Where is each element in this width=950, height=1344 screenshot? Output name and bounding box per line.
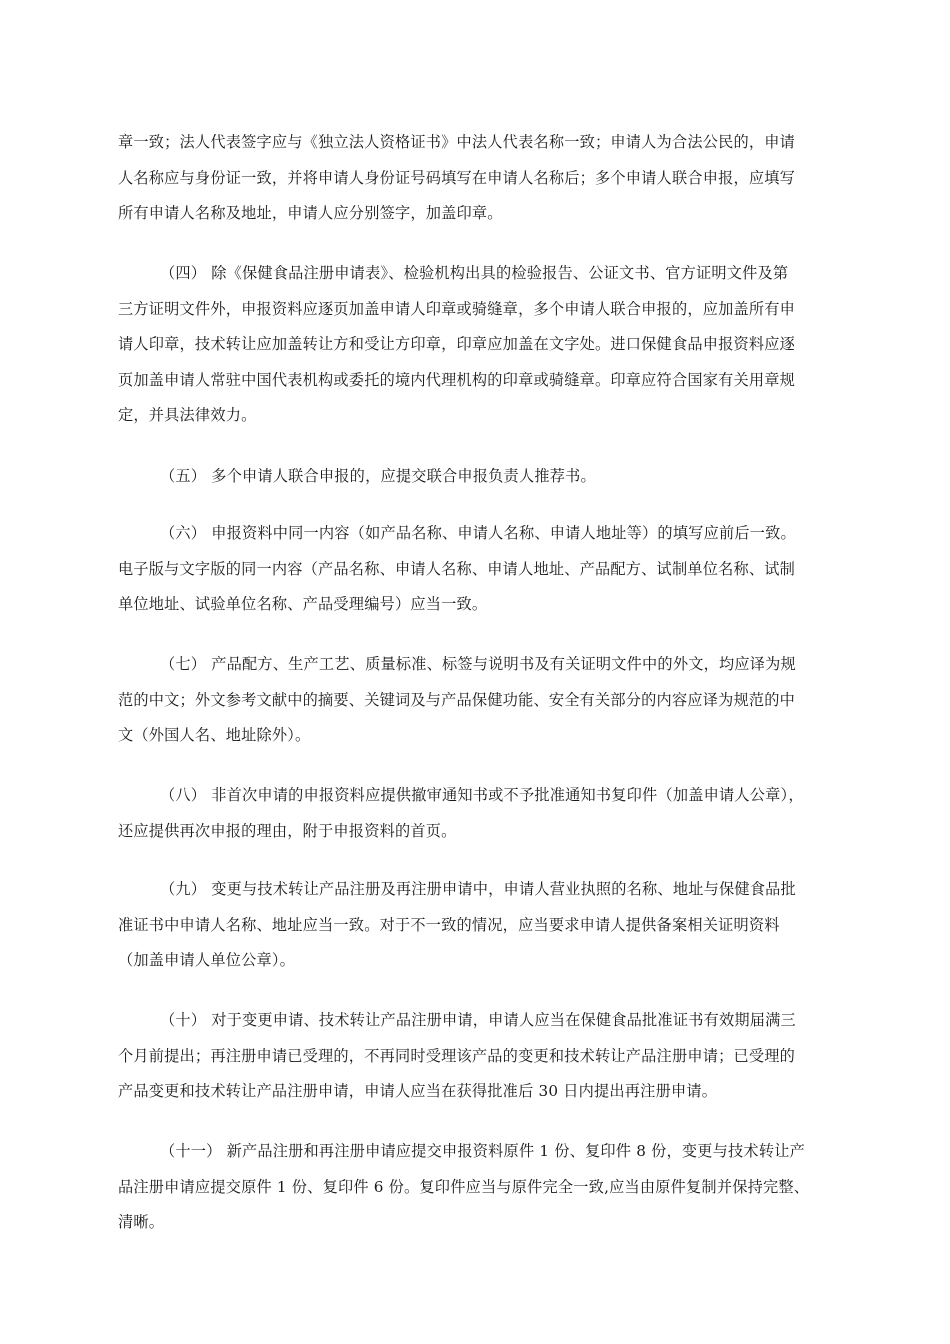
text-line: （七） 产品配方、生产工艺、质量标准、标签与说明书及有关证明文件中的外文，均应译为规 <box>160 655 796 673</box>
text-line: （十一） 新产品注册和再注册申请应提交申报资料原件 1 份、复印件 8 份，变更与技术转让产 <box>160 1142 805 1160</box>
text-line: 品注册申请应提交原件 1 份、复印件 6 份。复印件应当与原件完全一致,应当由原件复制并保持完整、 <box>118 1177 810 1196</box>
text-line: 页加盖申请人常驻中国代表机构或委托的境内代理机构的印章或骑缝章。印章应符合国家有关用章规 <box>118 370 796 389</box>
text-line: 定，并具法律效力。 <box>118 406 257 424</box>
paragraph-item-8 <box>118 778 860 849</box>
text-line: （四） 除《保健食品注册申请表》、检验机构出具的检验报告、公证文书、官方证明文件及第 <box>160 264 789 282</box>
text-line: 产品变更和技术转让产品注册申请，申请人应当在获得批准后 30 日内提出再注册申请。 <box>118 1082 718 1100</box>
text-line: （十） 对于变更申请、技术转让产品注册申请，申请人应当在保健食品批准证书有效期届满三 <box>160 1011 796 1029</box>
text-line: 单位地址、试验单位名称、产品受理编号）应当一致。 <box>118 595 488 613</box>
paragraph-signature-rules <box>118 125 860 232</box>
paragraph-item-11 <box>118 1134 860 1241</box>
paragraph-item-5 <box>118 459 860 495</box>
text-line: 章一致；法人代表签字应与《独立法人资格证书》中法人代表名称一致；申请人为合法公民的，申请 <box>118 133 796 151</box>
paragraph-item-6 <box>118 516 860 623</box>
text-line: 请人印章，技术转让应加盖转让方和受让方印章，印章应加盖在文字处。进口保健食品申报资料应逐 <box>118 335 796 353</box>
text-line: 三方证明文件外，申报资料应逐页加盖申请人印章或骑缝章，多个申请人联合申报的，应加盖所有申 <box>118 299 796 318</box>
paragraph-item-10 <box>118 1003 860 1110</box>
text-line: （加盖申请人单位公章）。 <box>118 951 296 969</box>
text-line: 电子版与文字版的同一内容（产品名称、申请人名称、申请人地址、产品配方、试制单位名称、试制 <box>118 559 796 578</box>
text-line: 所有申请人名称及地址，申请人应分别签字，加盖印章。 <box>118 204 503 222</box>
text-line: 文（外国人名、地址除外）。 <box>118 726 311 744</box>
text-line: （八） 非首次申请的申报资料应提供撤审通知书或不予批准通知书复印件（加盖申请人公章）， <box>160 786 804 804</box>
paragraph-item-4 <box>118 256 860 434</box>
text-line: 准证书中申请人名称、地址应当一致。对于不一致的情况，应当要求申请人提供备案相关证明资料 <box>118 915 780 934</box>
text-line: 还应提供再次申报的理由，附于申报资料的首页。 <box>118 821 457 840</box>
text-line: （五） 多个申请人联合申报的，应提交联合申报负责人推荐书。 <box>160 467 596 485</box>
text-line: 个月前提出；再注册申请已受理的，不再同时受理该产品的变更和技术转让产品注册申请；已受理的 <box>118 1046 796 1065</box>
text-line: （六） 申报资料中同一内容（如产品名称、申请人名称、申请人地址等）的填写应前后一致。 <box>160 524 796 542</box>
text-line: 人名称应与身份证一致，并将申请人身份证号码填写在申请人名称后；多个申请人联合申报，应填写 <box>118 168 796 187</box>
text-line: 范的中文；外文参考文献中的摘要、关键词及与产品保健功能、安全有关部分的内容应译为规范的中 <box>118 690 796 709</box>
text-line: （九） 变更与技术转让产品注册及再注册申请中，申请人营业执照的名称、地址与保健食品批 <box>160 880 796 898</box>
text-line: 清晰。 <box>118 1213 165 1231</box>
paragraph-item-7 <box>118 647 860 754</box>
paragraph-item-9 <box>118 872 860 979</box>
